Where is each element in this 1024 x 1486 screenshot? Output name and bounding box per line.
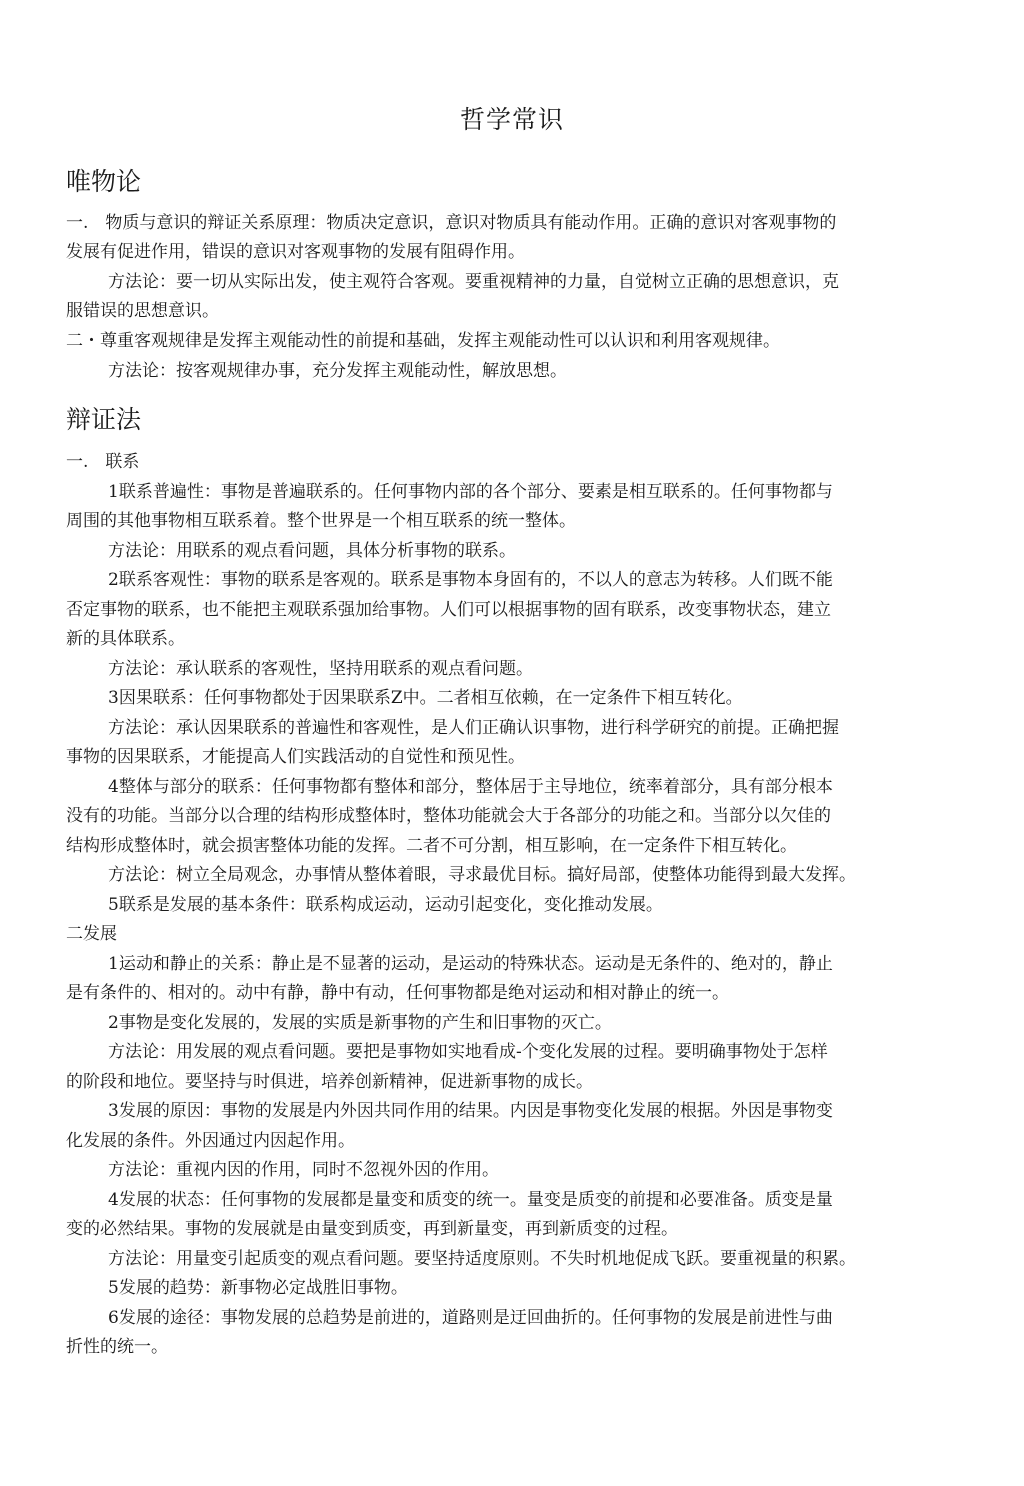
paragraph-line: 4发展的状态：任何事物的发展都是量变和质变的统一。量变是质变的前提和必要准备。质变是量 bbox=[108, 1190, 833, 1210]
paragraph-line: 折性的统一。 bbox=[66, 1337, 168, 1357]
paragraph-line: 的阶段和地位。要坚持与时俱进，培养创新精神，促进新事物的成长。 bbox=[66, 1072, 593, 1092]
section-heading-dialectics: 辩证法 bbox=[66, 405, 142, 434]
paragraph-line: 事物的因果联系，才能提高人们实践活动的自觉性和预见性。 bbox=[66, 747, 525, 767]
paragraph-line: 5联系是发展的基本条件：联系构成运动，运动引起变化，变化推动发展。 bbox=[108, 895, 663, 915]
paragraph-line: 二・尊重客观规律是发挥主观能动性的前提和基础，发挥主观能动性可以认识和利用客观规律。 bbox=[66, 331, 780, 351]
paragraph-line: 方法论：承认联系的客观性，坚持用联系的观点看问题。 bbox=[108, 659, 533, 679]
paragraph-line: 方法论：承认因果联系的普遍性和客观性，是人们正确认识事物，进行科学研究的前提。正确把握 bbox=[108, 718, 839, 738]
paragraph-line: 2事物是变化发展的，发展的实质是新事物的产生和旧事物的灭亡。 bbox=[108, 1013, 612, 1033]
paragraph-line: 结构形成整体时，就会损害整体功能的发挥。二者不可分割，相互影响，在一定条件下相互转化。 bbox=[66, 836, 797, 856]
section-heading-materialism: 唯物论 bbox=[66, 167, 142, 196]
paragraph-line: 1运动和静止的关系：静止是不显著的运动，是运动的特殊状态。运动是无条件的、绝对的，静止 bbox=[108, 954, 833, 974]
paragraph-line: 2联系客观性：事物的联系是客观的。联系是事物本身固有的，不以人的意志为转移。人们既不能 bbox=[108, 570, 833, 590]
paragraph-line: 4整体与部分的联系：任何事物都有整体和部分，整体居于主导地位，统率着部分，具有部分根本 bbox=[108, 777, 833, 797]
paragraph-line: 是有条件的、相对的。动中有静，静中有动，任何事物都是绝对运动和相对静止的统一。 bbox=[66, 983, 729, 1003]
paragraph-line: 方法论：按客观规律办事，充分发挥主观能动性，解放思想。 bbox=[108, 361, 567, 381]
paragraph-line: 6发展的途径：事物发展的总趋势是前进的，道路则是迂回曲折的。任何事物的发展是前进性与曲 bbox=[108, 1308, 833, 1328]
paragraph-line: 方法论：重视内因的作用，同时不忽视外因的作用。 bbox=[108, 1160, 499, 1180]
paragraph-line: 一. 物质与意识的辩证关系原理：物质决定意识，意识对物质具有能动作用。正确的意识对客观事物的 bbox=[66, 213, 837, 233]
paragraph-line: 否定事物的联系，也不能把主观联系强加给事物。人们可以根据事物的固有联系，改变事物状态，建立 bbox=[66, 600, 831, 620]
paragraph-line: 化发展的条件。外因通过内因起作用。 bbox=[66, 1131, 355, 1151]
subsection-heading: 一. 联系 bbox=[66, 452, 140, 472]
paragraph-line: 5发展的趋势：新事物必定战胜旧事物。 bbox=[108, 1278, 408, 1298]
paragraph-line: 新的具体联系。 bbox=[66, 629, 185, 649]
paragraph-line: 方法论：用发展的观点看问题。要把是事物如实地看成-个变化发展的过程。要明确事物处于怎样 bbox=[108, 1042, 828, 1062]
paragraph-line: 变的必然结果。事物的发展就是由量变到质变，再到新量变，再到新质变的过程。 bbox=[66, 1219, 678, 1239]
document-title: 哲学常识 bbox=[459, 105, 564, 134]
paragraph-line: 3因果联系：任何事物都处于因果联系Z中。二者相互依赖，在一定条件下相互转化。 bbox=[108, 688, 743, 708]
paragraph-line: 服错误的思想意识。 bbox=[66, 301, 219, 321]
paragraph-line: 方法论：要一切从实际出发，使主观符合客观。要重视精神的力量，自觉树立正确的思想意识，克 bbox=[108, 272, 839, 292]
paragraph-line: 方法论：树立全局观念，办事情从整体着眼，寻求最优目标。搞好局部，使整体功能得到最大发挥。 bbox=[108, 865, 856, 885]
paragraph-line: 3发展的原因：事物的发展是内外因共同作用的结果。内因是事物变化发展的根据。外因是事物变 bbox=[108, 1101, 833, 1121]
subsection-heading: 二发展 bbox=[66, 924, 117, 944]
paragraph-line: 方法论：用联系的观点看问题，具体分析事物的联系。 bbox=[108, 541, 516, 561]
paragraph-line: 方法论：用量变引起质变的观点看问题。要坚持适度原则。不失时机地促成飞跃。要重视量的积累。 bbox=[108, 1249, 856, 1269]
paragraph-line: 周围的其他事物相互联系着。整个世界是一个相互联系的统一整体。 bbox=[66, 511, 576, 531]
paragraph-line: 1联系普遍性：事物是普遍联系的。任何事物内部的各个部分、要素是相互联系的。任何事物都与 bbox=[108, 482, 833, 502]
paragraph-line: 发展有促进作用，错误的意识对客观事物的发展有阻碍作用。 bbox=[66, 242, 525, 262]
paragraph-line: 没有的功能。当部分以合理的结构形成整体时，整体功能就会大于各部分的功能之和。当部分以欠佳的 bbox=[66, 806, 831, 826]
